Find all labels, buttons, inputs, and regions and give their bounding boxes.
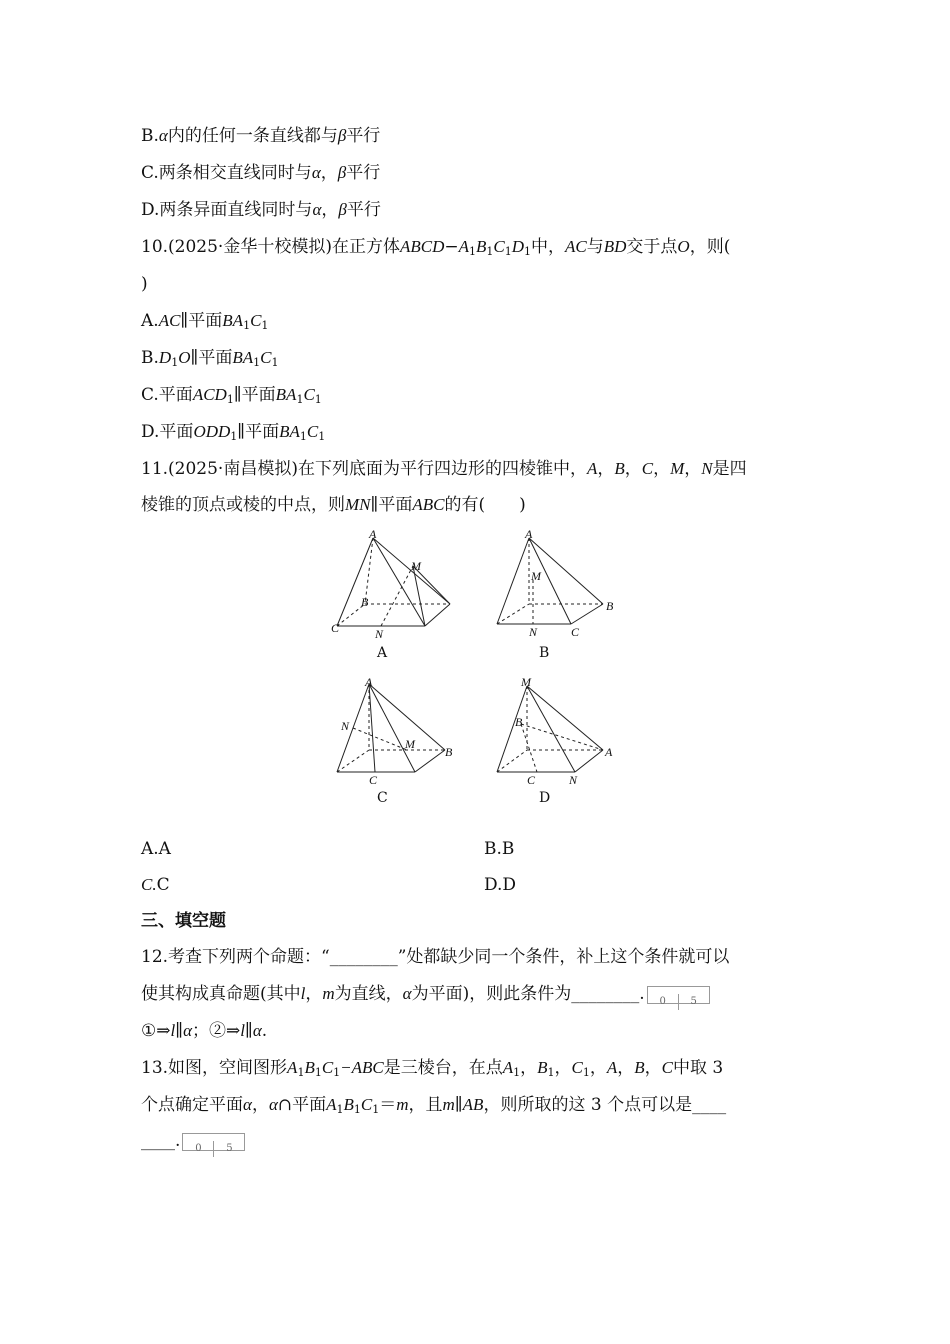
svg-text:C: C: [331, 621, 340, 635]
svg-text:M: M: [405, 737, 415, 751]
svg-text:N: N: [529, 625, 538, 639]
figure-a: [337, 538, 450, 626]
figure-c-label: C: [377, 790, 388, 806]
svg-text:A: A: [365, 675, 373, 689]
q9-option-b: B.α内的任何一条直线都与β平行: [141, 126, 381, 146]
q9-option-c: C.两条相交直线同时与α，β平行: [141, 163, 381, 183]
svg-text:C: C: [369, 773, 378, 787]
q10-stem-cont: ): [141, 274, 148, 294]
figure-b: [497, 538, 603, 624]
q12-stem-cont: 使其构成真命题(其中l，m为直线，α为平面)，则此条件为________. 0 5: [141, 982, 710, 1006]
score-box[interactable]: 0 5: [647, 986, 710, 1004]
score-box[interactable]: 0 5: [182, 1133, 245, 1151]
q13-stem-cont: 个点确定平面α，α∩平面$A_1B_1C_1=m$，且m∥AB，则所取的这 3 个点可以是____: [141, 1095, 727, 1116]
q12-propositions: ①⇒l∥α；②⇒l∥α.: [141, 1021, 268, 1041]
svg-text:C: C: [571, 625, 580, 639]
q10-stem: 10.(2025·金华十校模拟)在正方体$ABCD-A_1B_1C_1D_1$中，AC与BD交于点O，则(: [141, 237, 731, 258]
figure-b-label: B: [539, 645, 550, 661]
svg-text:N: N: [375, 627, 384, 641]
q11-option-b: B.B: [484, 839, 515, 859]
q10-option-a: A.AC∥平面$BA_1C_1$: [141, 311, 269, 332]
figure-a-label: A: [377, 645, 388, 661]
q10-option-c: C.平面$ACD_1\parallel$平面$BA_1C_1$: [141, 385, 322, 406]
svg-text:N: N: [569, 773, 578, 787]
q9-option-d: D.两条异面直线同时与α，β平行: [141, 200, 381, 220]
figure-d: [497, 686, 603, 772]
pyramid-figures: [325, 528, 625, 810]
q12-stem: 12.考查下列两个命题：“________”处都缺少同一个条件，补上这个条件就可以: [141, 947, 730, 967]
svg-text:M: M: [521, 675, 531, 689]
svg-text:N: N: [341, 719, 350, 733]
section-title: 三、填空题: [141, 911, 226, 931]
svg-text:B: B: [515, 715, 523, 729]
svg-text:C: C: [527, 773, 536, 787]
q11-option-c: C.C: [141, 875, 170, 895]
q11-option-d: D.D: [484, 875, 517, 895]
fig-a-pt-a: A: [369, 528, 377, 541]
svg-text:A: A: [605, 745, 613, 759]
fig-b-pt-a: A: [525, 528, 533, 541]
q10-option-d: D.平面$ODD_1\parallel$平面$BA_1C_1$: [141, 422, 326, 443]
figure-c: [337, 684, 445, 772]
svg-text:B: B: [445, 745, 453, 759]
q13-answer-line: ____. 0 5: [141, 1129, 245, 1153]
q10-option-b: $B.D_1O\parallel$平面$BA_1C_1$: [141, 348, 279, 369]
svg-text:B: B: [361, 595, 369, 609]
figure-d-label: D: [539, 790, 551, 806]
svg-text:M: M: [411, 559, 421, 573]
svg-text:B: B: [606, 599, 614, 613]
q11-stem: 11.(2025·南昌模拟)在下列底面为平行四边形的四棱锥中，A，B，C，M，N是四: [141, 459, 747, 479]
svg-text:M: M: [531, 569, 541, 583]
q11-stem-cont: 棱锥的顶点或棱的中点，则MN∥平面ABC的有( ): [141, 495, 526, 515]
q13-stem: 13.如图，空间图形$A_1B_1C_1-ABC$是三棱台，在点$A_1$，$B_1$，$C_1$，A，B，C中取 3: [141, 1058, 724, 1079]
q11-option-a: A.A: [141, 839, 171, 859]
